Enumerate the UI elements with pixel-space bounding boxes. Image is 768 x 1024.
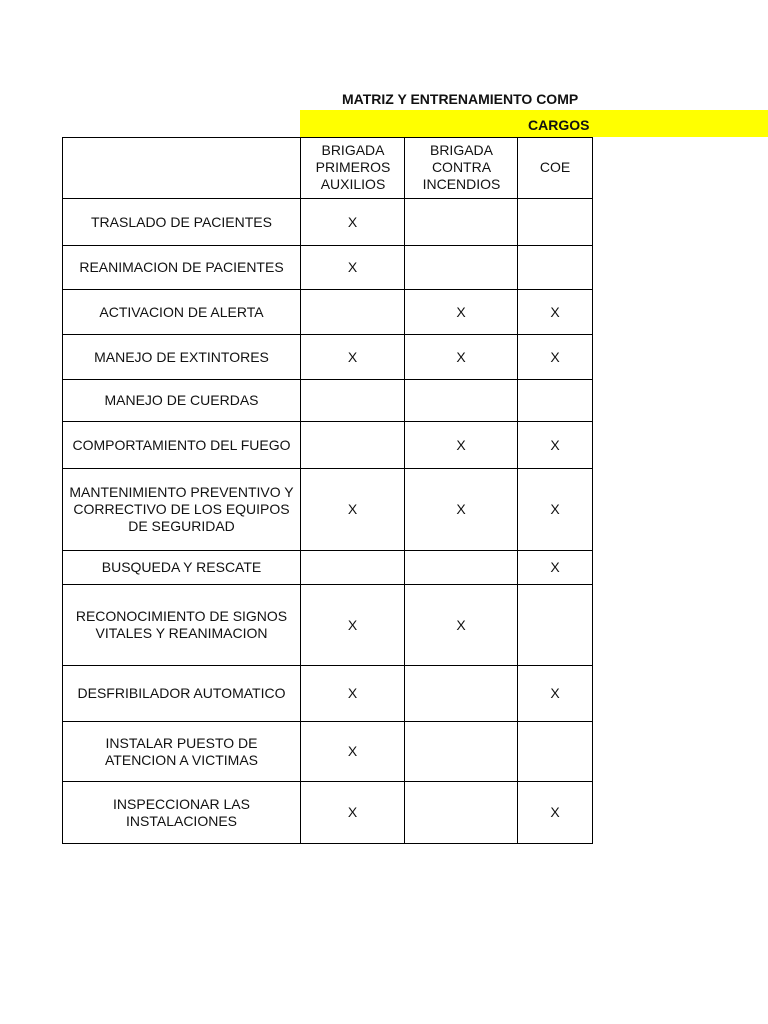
title-area	[300, 88, 592, 110]
mark-cell: X	[405, 290, 518, 335]
training-matrix-table	[62, 137, 593, 844]
activity-cell: MANEJO DE EXTINTORES	[63, 335, 301, 380]
mark-cell: X	[518, 469, 593, 551]
header-row	[63, 138, 593, 199]
mark-cell	[301, 290, 405, 335]
activity-cell: MANTENIMIENTO PREVENTIVO Y CORRECTIVO DE LOS EQUIPOS DE SEGURIDAD	[63, 469, 301, 551]
mark-cell	[301, 551, 405, 585]
activity-cell: COMPORTAMIENTO DEL FUEGO	[63, 422, 301, 469]
mark-cell	[405, 666, 518, 722]
activity-cell: INSPECCIONAR LAS INSTALACIONES	[63, 782, 301, 844]
table-row	[63, 782, 593, 844]
mark-cell: X	[301, 722, 405, 782]
mark-cell: X	[518, 335, 593, 380]
mark-cell	[301, 380, 405, 422]
table-row	[63, 335, 593, 380]
mark-cell: X	[405, 335, 518, 380]
table-row	[63, 722, 593, 782]
mark-cell	[405, 722, 518, 782]
table-row	[63, 551, 593, 585]
mark-cell: X	[301, 335, 405, 380]
mark-cell	[405, 380, 518, 422]
mark-cell	[405, 199, 518, 246]
mark-cell: X	[301, 199, 405, 246]
mark-cell: X	[405, 585, 518, 666]
header-blank-cell	[63, 138, 301, 199]
mark-cell: X	[518, 666, 593, 722]
mark-cell	[301, 422, 405, 469]
activity-cell: ACTIVACION DE ALERTA	[63, 290, 301, 335]
mark-cell: X	[301, 246, 405, 290]
mark-cell	[518, 585, 593, 666]
cargos-label: CARGOS	[528, 117, 590, 133]
activity-cell: REANIMACION DE PACIENTES	[63, 246, 301, 290]
cargos-clip	[300, 110, 592, 137]
table-row	[63, 380, 593, 422]
table-row	[63, 199, 593, 246]
table-row	[63, 290, 593, 335]
mark-cell	[518, 722, 593, 782]
mark-cell	[518, 199, 593, 246]
mark-cell	[518, 380, 593, 422]
activity-cell: BUSQUEDA Y RESCATE	[63, 551, 301, 585]
mark-cell: X	[405, 469, 518, 551]
activity-cell: TRASLADO DE PACIENTES	[63, 199, 301, 246]
mark-cell: X	[301, 585, 405, 666]
mark-cell	[518, 246, 593, 290]
column-header-contra-incendios: BRIGADA CONTRA INCENDIOS	[405, 138, 518, 199]
column-header-primeros-auxilios: BRIGADA PRIMEROS AUXILIOS	[301, 138, 405, 199]
mark-cell: X	[518, 422, 593, 469]
activity-cell: MANEJO DE CUERDAS	[63, 380, 301, 422]
mark-cell: X	[405, 422, 518, 469]
page-title: MATRIZ Y ENTRENAMIENTO COMP	[342, 91, 579, 107]
mark-cell	[405, 551, 518, 585]
mark-cell	[405, 246, 518, 290]
mark-cell: X	[301, 469, 405, 551]
table-row	[63, 422, 593, 469]
table-row	[63, 469, 593, 551]
cargos-header-bar	[300, 110, 768, 137]
table-row	[63, 246, 593, 290]
table-row	[63, 585, 593, 666]
activity-cell: INSTALAR PUESTO DE ATENCION A VICTIMAS	[63, 722, 301, 782]
column-header-coe: COE	[518, 138, 593, 199]
mark-cell	[405, 782, 518, 844]
mark-cell: X	[518, 290, 593, 335]
mark-cell: X	[518, 782, 593, 844]
table-row	[63, 666, 593, 722]
mark-cell: X	[301, 782, 405, 844]
activity-cell: DESFRIBILADOR AUTOMATICO	[63, 666, 301, 722]
mark-cell: X	[518, 551, 593, 585]
activity-cell: RECONOCIMIENTO DE SIGNOS VITALES Y REANIMACION	[63, 585, 301, 666]
mark-cell: X	[301, 666, 405, 722]
